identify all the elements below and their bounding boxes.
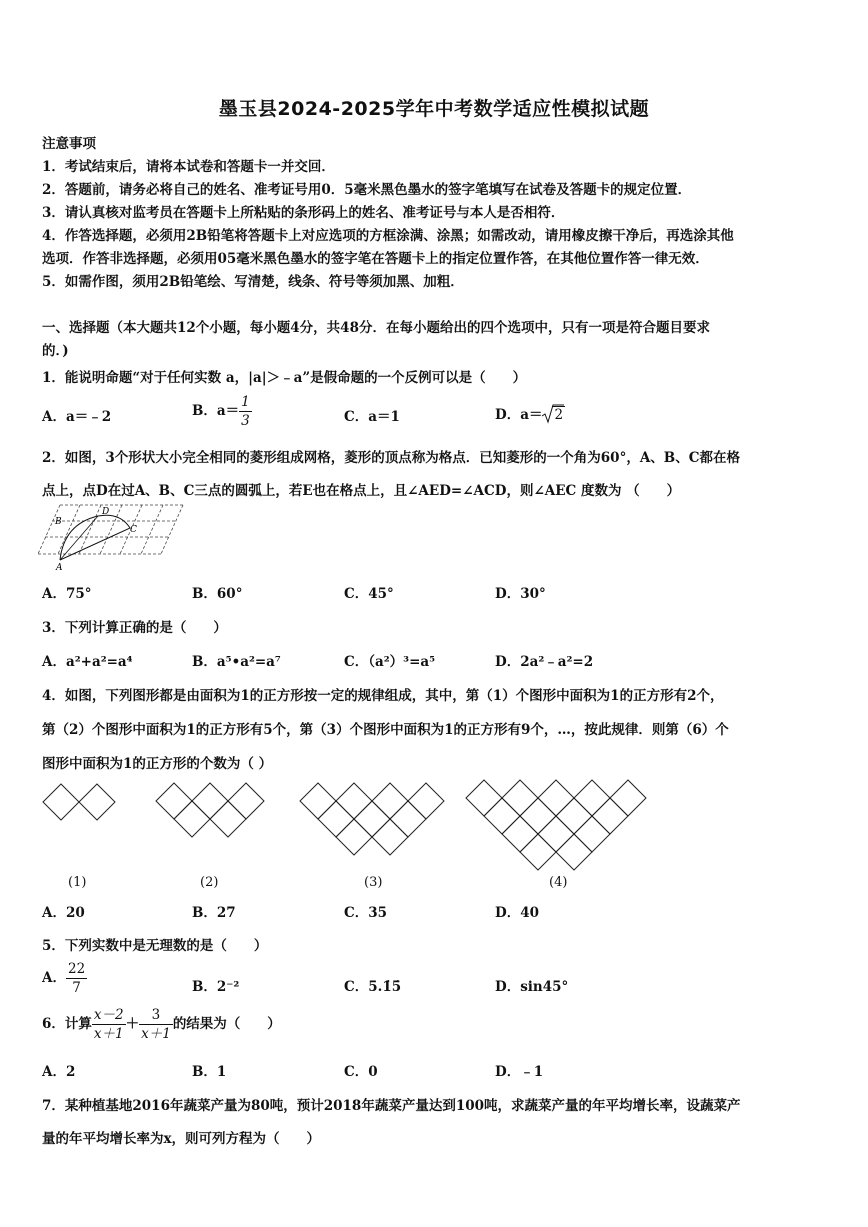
q4-option-b: B．27 bbox=[192, 905, 236, 921]
q1-option-d bbox=[495, 403, 565, 423]
q5-option-d: D．sin45° bbox=[495, 979, 569, 995]
q5-option-a-fraction bbox=[66, 960, 87, 997]
notice-item-2: 2．答题前，请务必将自己的姓名、准考证号用0．5毫米黑色墨水的签字笔填写在试卷及答题卡的规定位置． bbox=[42, 182, 692, 198]
q2-option-c: C．45° bbox=[344, 586, 394, 602]
q1-b-numerator: 1 bbox=[241, 394, 250, 410]
q1-option-d-prefix: D．a＝ bbox=[495, 407, 543, 423]
q1-stem: 1．能说明命题“对于任何实数 a，|a|＞﹣a”是假命题的一个反例可以是（ ） bbox=[42, 370, 527, 386]
q4-caption-4: (4) bbox=[549, 875, 568, 890]
notice-item-1: 1．考试结束后，请将本试卷和答题卡一并交回． bbox=[42, 159, 335, 175]
q4-stem-2: 第（2）个图形中面积为1的正方形有5个，第（3）个图形中面积为1的正方形有9个，…，按此规律．则第（6）个 bbox=[42, 722, 729, 738]
q6-f1-numerator: x－2 bbox=[93, 1007, 124, 1023]
q1-option-b bbox=[192, 393, 252, 430]
q5-a-denominator: 7 bbox=[72, 980, 81, 996]
sqrt-sign-icon bbox=[542, 405, 554, 425]
notice-item-5: 5．如需作图，须用2B铅笔绘、写清楚，线条、符号等须加黑、加粗． bbox=[42, 274, 464, 290]
q4-figure-2 bbox=[156, 783, 266, 843]
notice-item-4: 4．作答选择题，必须用2B铅笔将答题卡上对应选项的方框涂满、涂黑；如需改动，请用橡皮擦干净后，再选涂其他 bbox=[42, 228, 734, 244]
q5-a-numerator: 22 bbox=[67, 961, 86, 977]
notice-item-4-cont: 选项．作答非选择题，必须用05毫米黑色墨水的签字笔在答题卡上的指定位置作答，在其他位置作答一律无效． bbox=[42, 251, 709, 267]
q2-option-a: A．75° bbox=[42, 586, 92, 602]
q2-label-c: C bbox=[130, 525, 137, 535]
q6-stem bbox=[42, 1006, 281, 1043]
q6-option-b: B．1 bbox=[192, 1064, 227, 1080]
q3-option-a: A．a²+a²=a⁴ bbox=[42, 654, 133, 670]
q2-label-b: B bbox=[55, 517, 62, 527]
q1-sqrt bbox=[542, 407, 565, 423]
q3-option-b: B．a⁵•a²=a⁷ bbox=[192, 654, 281, 670]
q5-stem: 5．下列实数中是无理数的是（ ） bbox=[42, 938, 268, 954]
q5-option-a bbox=[42, 960, 87, 997]
q7-stem-1: 7．某种植基地2016年蔬菜产量为80吨，预计2018年蔬菜产量达到100吨，求蔬菜产量的年平均增长率，设蔬菜产 bbox=[42, 1098, 741, 1114]
q6-option-c: C．0 bbox=[344, 1064, 378, 1080]
q6-prefix: 6．计算 bbox=[42, 1016, 92, 1032]
q4-caption-3: (3) bbox=[364, 875, 383, 890]
q4-option-c: C．35 bbox=[344, 905, 388, 921]
q4-figure-3 bbox=[300, 783, 448, 859]
q2-option-b: B．60° bbox=[192, 586, 243, 602]
page-title: 墨玉县2024-2025学年中考数学适应性模拟试题 bbox=[218, 98, 650, 120]
q4-option-a: A．20 bbox=[42, 905, 85, 921]
q4-caption-1: (1) bbox=[68, 875, 87, 890]
q1-option-b-fraction bbox=[239, 393, 252, 430]
q3-option-d: D．2a²﹣a²=2 bbox=[495, 654, 594, 670]
q1-option-b-prefix: B．a＝ bbox=[192, 403, 240, 419]
q6-fraction-2 bbox=[139, 1006, 173, 1043]
q1-option-a: A．a＝﹣2 bbox=[42, 409, 112, 425]
q1-b-denominator: 3 bbox=[241, 413, 250, 429]
q1-sqrt-radicand: 2 bbox=[554, 407, 564, 423]
notice-item-3: 3．请认真核对监考员在答题卡上所粘贴的条形码上的姓名、准考证号与本人是否相符． bbox=[42, 205, 565, 221]
q4-figure-1 bbox=[43, 783, 117, 823]
q5-option-a-prefix: A． bbox=[42, 970, 66, 986]
q2-label-a: A bbox=[56, 563, 63, 573]
q6-f2-denominator: x＋1 bbox=[141, 1026, 171, 1042]
q1-option-c: C．a＝1 bbox=[344, 409, 400, 425]
q7-stem-2: 量的年平均增长率为x，则可列方程为（ ） bbox=[42, 1131, 321, 1147]
q2-option-d: D．30° bbox=[495, 586, 546, 602]
q6-suffix: 的结果为（ ） bbox=[172, 1016, 281, 1032]
q4-stem-3: 图形中面积为1的正方形的个数为（ ） bbox=[42, 756, 273, 772]
q2-stem-1: 2．如图，3个形状大小完全相同的菱形组成网格，菱形的顶点称为格点．已知菱形的一个角为60°，A、B、C都在格 bbox=[42, 450, 740, 466]
q4-stem-1: 4．如图，下列图形都是由面积为1的正方形按一定的规律组成，其中，第（1）个图形中面积为1的正方形有2个， bbox=[42, 688, 724, 704]
q4-figure-4 bbox=[466, 780, 652, 874]
section-heading-cont: 的．) bbox=[42, 343, 69, 359]
q3-stem: 3．下列计算正确的是（ ） bbox=[42, 620, 227, 636]
q2-stem-2: 点上，点D在过A、B、C三点的圆弧上，若E也在格点上，且∠AED=∠ACD，则∠AEC 度数为 （ ） bbox=[42, 483, 681, 499]
notice-heading: 注意事项 bbox=[42, 136, 96, 152]
q2-rhombus-grid-figure bbox=[38, 502, 188, 573]
q6-f2-numerator: 3 bbox=[139, 1006, 173, 1025]
q6-option-d: D．﹣1 bbox=[495, 1064, 544, 1080]
q5-option-b: B．2⁻² bbox=[192, 979, 240, 995]
q4-caption-2: (2) bbox=[200, 875, 219, 890]
q3-option-c: C．（a²）³=a⁵ bbox=[344, 654, 436, 670]
q6-fraction-1 bbox=[92, 1006, 126, 1043]
section-heading: 一、选择题（本大题共12个小题，每小题4分，共48分．在每小题给出的四个选项中，只有一项是符合题目要求 bbox=[42, 320, 710, 336]
q5-option-c: C．5.1̇5̇ bbox=[344, 979, 402, 995]
q6-plus: ＋ bbox=[125, 1016, 140, 1032]
q2-label-d: D bbox=[102, 507, 110, 517]
q4-option-d: D．40 bbox=[495, 905, 539, 921]
q6-f1-denominator: x＋1 bbox=[93, 1026, 124, 1042]
q6-option-a: A．2 bbox=[42, 1064, 76, 1080]
